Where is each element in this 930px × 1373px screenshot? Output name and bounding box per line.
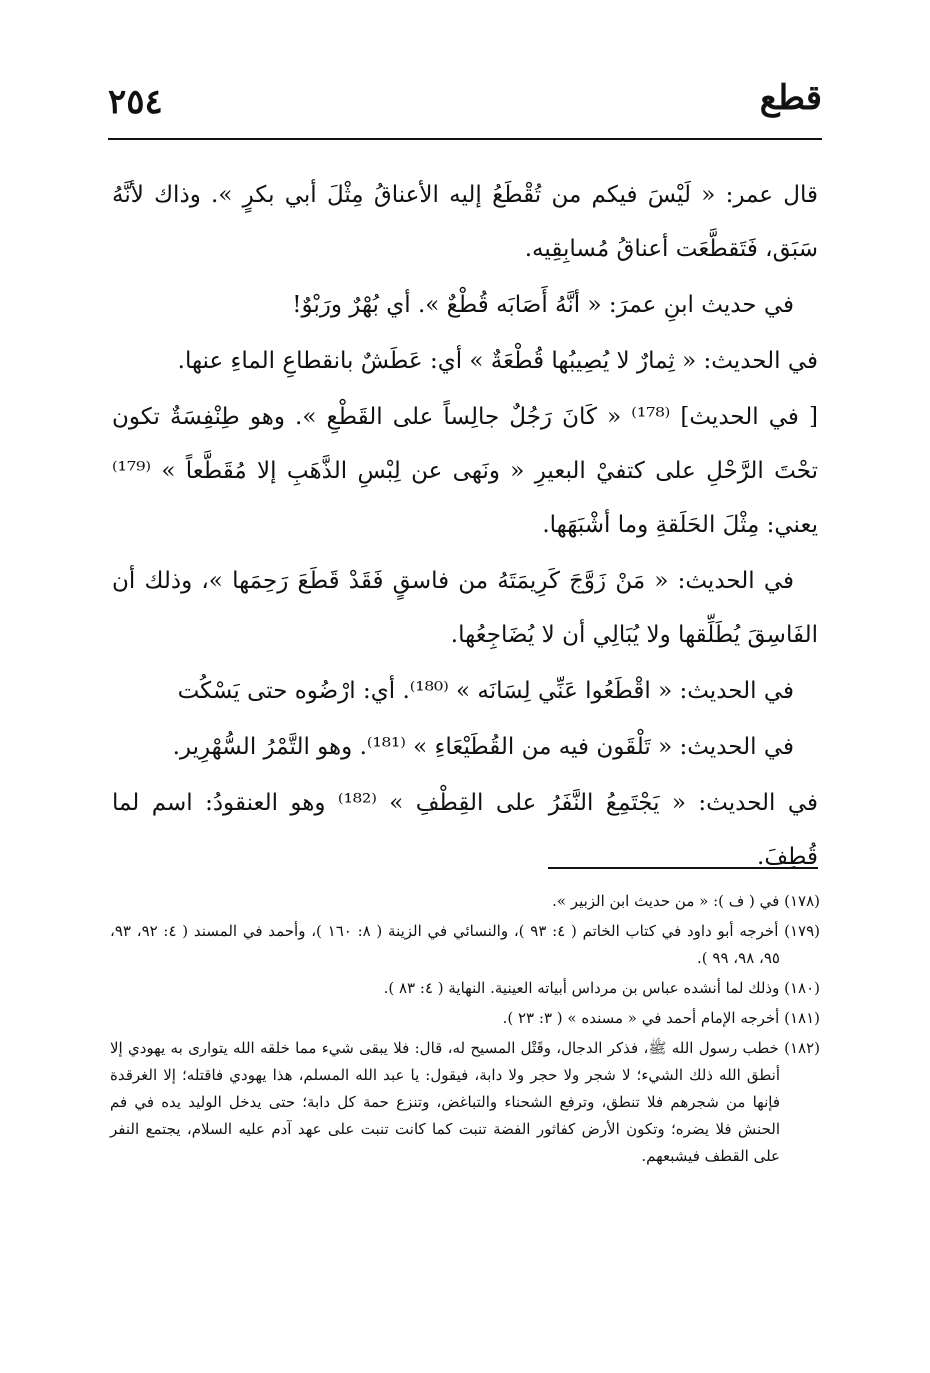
footnotes [110, 888, 820, 1173]
paragraph: [ في الحديث] ⁽¹⁷⁸⁾ « كَانَ رَجُلٌ جالِساً على القَطْعِ ». وهو طِنْفِسَةٌ تكون تحْتَ الرَّحْلِ على كتفيْ البعيرِ « ونَهى عن لِبْسِ الذَّهَبِ إلا مُقَطَّعاً » ⁽¹⁷⁹⁾ يعني: مِثْلَ الحَلَقةِ وما أشْبَهَها. [112, 404, 819, 538]
footnote: (١٨١) أخرجه الإمام أحمد في « مسنده » ( ٣: ٢٣ ). [502, 1009, 820, 1027]
paragraph: في الحديث: « تَلْقَون فيه من القُطَيْعَاءِ » ⁽¹⁸¹⁾. وهو التَّمْرُ السُّهْرِير. [172, 734, 794, 760]
footnote: (١٨٠) وذلك لما أنشده عباس بن مرداس أبياته العينية. النهاية ( ٤: ٨٣ ). [383, 979, 820, 997]
page-header [108, 78, 822, 138]
paragraph: في الحديث: « يَجْتَمِعُ النَّفَرُ على القِطْفِ » ⁽¹⁸²⁾ وهو العنقودُ: اسم لما قُطِفَ. [112, 790, 818, 870]
paragraph: قال عمر: « لَيْسَ فيكم من تُقْطَعُ إليه الأعناقُ مِثْلَ أبي بكرٍ ». وذاك لأنَّهُ سَبَق، فَتَقطَّعَت أعناقُ مُسابِقِيه. [112, 182, 818, 262]
running-head: قطع [759, 78, 822, 118]
header-rule [108, 138, 822, 140]
footnote: (١٨٢) خطب رسول الله ﷺ، فذكر الدجال، وقَتْل المسيح له، قال: فلا يبقى شيء مما خلقه الله يتوارى به يهودي إلا أنطق الله ذلك الشيء؛ لا شجر ولا حجر ولا دابة، فيقول: يا عبد الله المسلم، هذا يهودي فاقتله؛ إلا الغرقدة فإنها من شجرهم فلا تنطق، وترفع الشحناء والتباغض، وتنزع حمة كل دابة؛ حتى يدخل الوليد يده في فم الحنش فلا يضره؛ وتكون الأرض كفاثور الفضة تنبت كما كانت تنبت على عهد آدم عليه السلام، يجتمع النفر على القطف فيشبعهم. [110, 1039, 820, 1165]
footnote: (١٧٩) أخرجه أبو داود في كتاب الخاتم ( ٤: ٩٣ )، والنسائي في الزينة ( ٨: ١٦٠ )، وأحمد في المسند ( ٤: ٩٢، ٩٣، ٩٥، ٩٨، ٩٩ ). [110, 922, 820, 967]
paragraph: في الحديث: « اقْطَعُوا عَنِّي لِسَانَه » ⁽¹⁸⁰⁾. أي: ارْضُوه حتى يَسْكُت [177, 678, 794, 704]
paragraph: في الحديث: « مَنْ زَوَّجَ كَرِيمَتَهُ من فاسقٍ فَقَدْ قَطَعَ رَحِمَها »، وذلك أن الفَاسِقَ يُطَلِّقها ولا يُبَالِي أن لا يُضَاجِعُها. [112, 568, 818, 648]
page-number: ٢٥٤ [108, 82, 163, 122]
paragraph: في الحديث: « ثِمارٌ لا يُصِيبُها قُطْعَةٌ » أي: عَطَشٌ بانقطاعِ الماءِ عنها. [177, 348, 818, 374]
footnote-rule [548, 867, 818, 869]
footnote: (١٧٨) في ( ف ): « من حديث ابن الزبير ». [552, 892, 820, 910]
paragraph: في حديث ابنِ عمرَ: « أنَّهُ أَصَابَه قُطْعٌ ». أي بُهْرٌ ورَبْوٌ! [292, 292, 794, 318]
main-text [112, 168, 818, 886]
